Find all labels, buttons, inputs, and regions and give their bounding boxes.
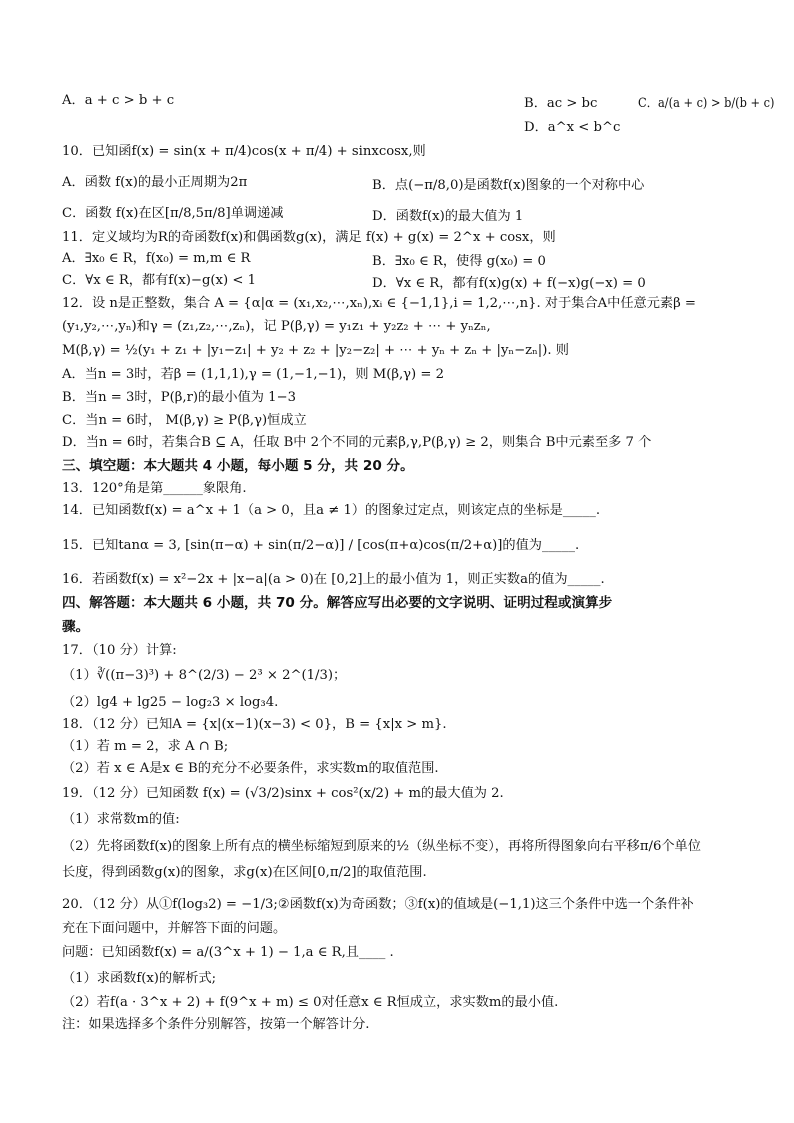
q12-option-b: B．当n = 3时，P(β,r)的最小值为 1−3 [62,390,297,405]
q12-line-1: 12．设 n是正整数，集合 A = {α|α = (x₁,x₂,⋯,xₙ),xᵢ ∈ {−1,1},i = 1,2,⋯,n}. 对于集合A中任意元素β = [62,296,696,311]
q19-part-2b: 长度，得到函数g(x)的图象，求g(x)在区间[0,π/2]的取值范围. [62,865,427,880]
q20-stem-2: 充在下面问题中，并解答下面的问题。 [62,921,287,936]
q11-option-d: D．∀x ∈ R，都有f(x)g(x) + f(−x)g(−x) = 0 [372,276,646,291]
q12-option-d: D．当n = 6时，若集合B ⊆ A，任取 B中 2个不同的元素β,γ,P(β,γ) ≥ 2，则集合 B中元素至多 7 个 [62,435,652,450]
q10-option-d: D．函数f(x)的最大值为 1 [372,209,524,224]
q20-stem-1: 20．（12 分）从①f(log₃2) = −1/3;②函数f(x)为奇函数；③f(x)的值域是(−1,1)这三个条件中选一个条件补 [62,897,694,912]
q20-part-1: （1）求函数f(x)的解析式; [62,971,217,986]
section-4-heading-cont: 骤。 [62,619,90,635]
q9-option-d: D．a^x < b^c [524,120,621,135]
q11-option-b: B．∃x₀ ∈ R，使得 g(x₀) = 0 [372,254,546,269]
q12-line-3: M(β,γ) = ½(y₁ + z₁ + |y₁−z₁| + y₂ + z₂ + |y₂−z₂| + ⋯ + yₙ + zₙ + |yₙ−zₙ|). 则 [62,343,569,358]
q18-part-2: （2）若 x ∈ A是x ∈ B的充分不必要条件，求实数m的取值范围. [62,761,439,776]
q12-option-c: C．当n = 6时， M(β,γ) ≥ P(β,γ)恒成立 [62,413,307,428]
q16: 16．若函数f(x) = x²−2x + |x−a|(a > 0)在 [0,2]上的最小值为 1，则正实数a的值为_____. [62,572,605,587]
q20-part-2: （2）若f(a · 3^x + 2) + f(9^x + m) ≤ 0对任意x ∈ R恒成立，求实数m的最小值. [62,995,559,1010]
q20-note: 注：如果选择多个条件分别解答，按第一个解答计分. [62,1017,370,1032]
q14: 14．已知函数f(x) = a^x + 1（a > 0，且a ≠ 1）的图象过定点，则该定点的坐标是_____. [62,503,601,518]
q10-stem: 10．已知函f(x) = sin(x + π/4)cos(x + π/4) + sinxcosx,则 [62,144,426,159]
q13: 13．120°角是第______象限角. [62,481,247,496]
section-4-heading: 四、解答题：本大题共 6 小题，共 70 分。解答应写出必要的文字说明、证明过程或演算步 [62,595,613,611]
q18-stem: 18．（12 分）已知A = {x|(x−1)(x−3) < 0}，B = {x|x > m}. [62,717,447,732]
q10-option-a: A．函数 f(x)的最小正周期为2π [62,175,248,190]
q15: 15．已知tanα = 3, [sin(π−α) + sin(π/2−α)] / [cos(π+α)cos(π/2+α)]的值为_____. [62,538,580,553]
q9-option-a: A．a + c > b + c [62,93,175,108]
q17-part-2: （2）lg4 + lg25 − log₂3 × log₃4. [62,695,279,710]
q17-part-1: （1）∛((π−3)³) + 8^(2/3) − 2³ × 2^(1/3)； [62,668,347,683]
q10-option-c: C．函数 f(x)在区[π/8,5π/8]单调递减 [62,206,284,221]
q10-option-b: B．点(−π/8,0)是函数f(x)图象的一个对称中心 [372,178,645,193]
q11-stem: 11．定义域均为R的奇函数f(x)和偶函数g(x)，满足 f(x) + g(x) = 2^x + cosx，则 [62,230,556,245]
q12-option-a: A．当n = 3时，若β = (1,1,1),γ = (1,−1,−1)，则 M(β,γ) = 2 [62,367,445,382]
q19-part-1: （1）求常数m的值: [62,812,180,827]
q9-option-c: C．a/(a + c) > b/(b + c) [638,96,775,111]
q19-stem: 19．（12 分）已知函数 f(x) = (√3/2)sinx + cos²(x/2) + m的最大值为 2. [62,786,504,801]
q17-stem: 17．（10 分）计算: [62,643,177,658]
q18-part-1: （1）若 m = 2，求 A ∩ B; [62,739,229,754]
q9-option-b: B．ac > bc [524,96,598,111]
q20-problem: 问题：已知函数f(x) = a/(3^x + 1) − 1,a ∈ R,且____ . [62,945,394,960]
q12-line-2: (y₁,y₂,⋯,yₙ)和γ = (z₁,z₂,⋯,zₙ)，记 P(β,γ) = y₁z₁ + y₂z₂ + ⋯ + yₙzₙ, [62,319,491,334]
section-3-heading: 三、填空题：本大题共 4 小题，每小题 5 分，共 20 分。 [62,458,414,474]
q19-part-2a: （2）先将函数f(x)的图象上所有点的横坐标缩短到原来的½（纵坐标不变），再将所得图象向右平移π/6个单位 [62,839,701,854]
q11-option-c: C．∀x ∈ R，都有f(x)−g(x) < 1 [62,273,256,288]
q11-option-a: A．∃x₀ ∈ R，f(x₀) = m,m ∈ R [62,251,251,266]
